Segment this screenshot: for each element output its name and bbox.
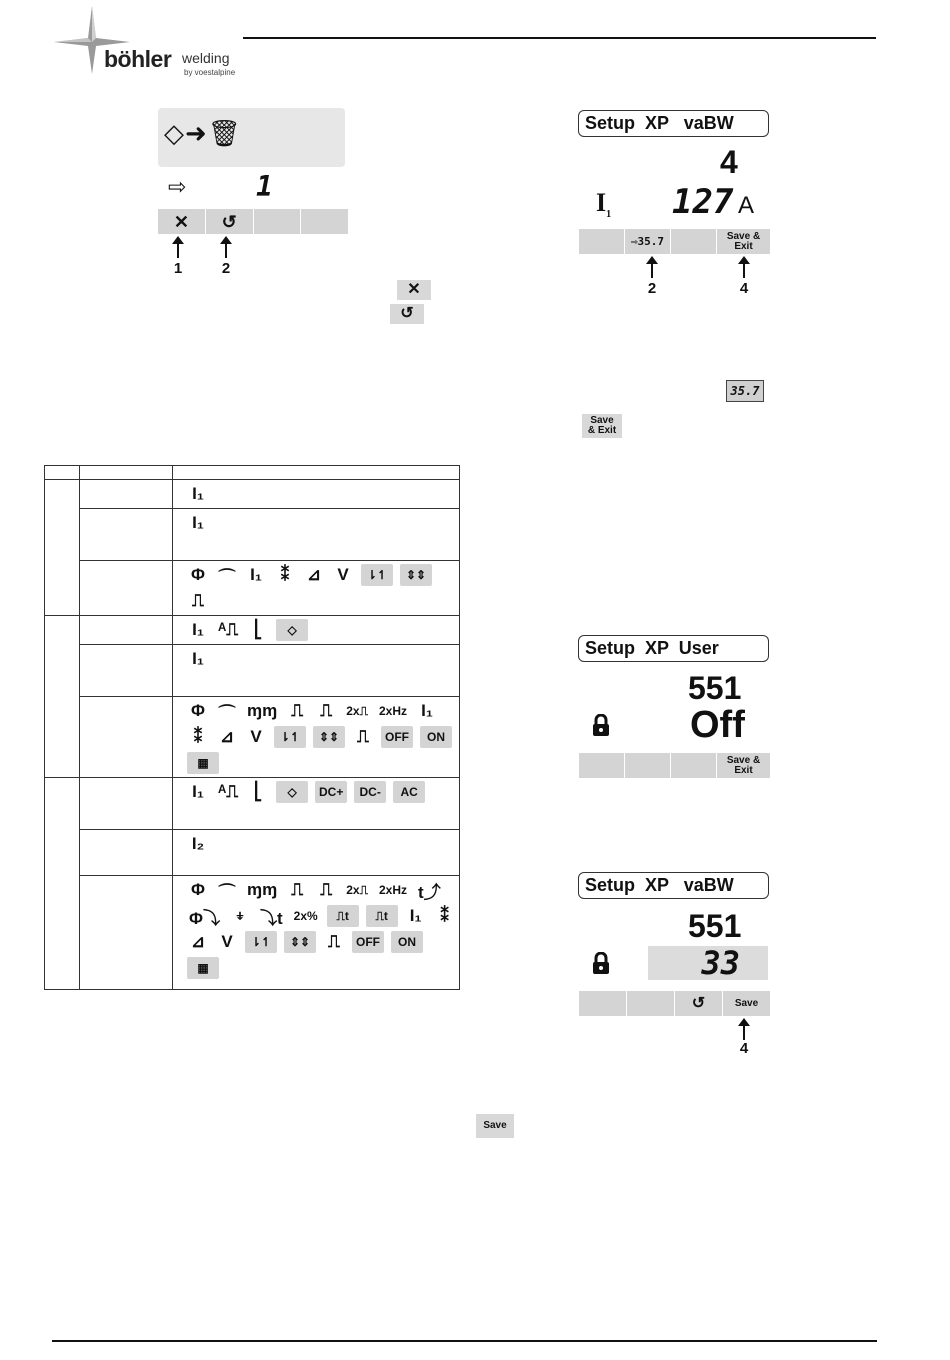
parameter-icon: V [221,932,233,951]
parameter-icon: ɱɱ [247,880,278,899]
parameter-icon: ⎍ [357,727,369,746]
parameter-icon: ⎍ [192,591,204,610]
parameter-icon: ⎍ [320,701,333,720]
softkey-r2-3[interactable] [670,752,716,778]
parameter-icon: ◇ [276,781,308,803]
parameter-icon: I₁ [192,782,204,801]
parameter-icon: ⎍t [327,905,359,927]
callout-r1-2: 2 [647,280,657,297]
parameter-icon: ⇕⇕ [400,564,432,586]
softkey-r2-save-exit[interactable]: Save & Exit [716,752,770,778]
parameter-icon: ⇂↿ [274,726,306,748]
inline-undo-icon: ↺ [390,304,424,324]
parameter-icon: ⎍t [366,905,398,927]
arrow-head-icon [220,236,232,244]
parameter-icon: V [337,565,349,584]
parameter-icon: 2x% [293,909,318,923]
parameter-icon: ⁑ [440,906,449,925]
icon-list [173,480,459,508]
inline-save-icon: Save [476,1114,514,1138]
parameter-icon: ⎣ [253,782,263,801]
panel-r2-param-number: 551 [688,670,742,706]
parameter-icon: ⇕⇕ [313,726,345,748]
parameter-icon: Φ [191,701,205,720]
table-header-row [45,466,460,480]
parameter-icon: ᴬ⎍ [218,782,239,801]
footer-rule [52,1340,877,1342]
table-row [45,830,460,876]
panel-r1-value: 127 [672,182,734,222]
softkey-r3-2[interactable] [626,990,674,1016]
parameter-icon: ⍖ [234,906,246,925]
parameter-icon: ⎍ [320,880,333,899]
value-row-icon: ⇨ [168,174,187,199]
parameter-icon: Φ [191,565,205,584]
softkey-r3-undo[interactable]: ↺ [674,990,722,1016]
parameter-icon: ⊿ [190,932,206,951]
panel-r1-unit: A [738,192,755,219]
parameter-icon: ◇ [276,619,308,641]
softkey-4[interactable] [300,208,348,234]
parameter-icon: ▦ [187,957,219,979]
parameter-icon: DC+ [315,781,347,803]
parameter-icon: ⇂↿ [361,564,393,586]
parameter-icon: 2x⎍ [346,703,368,718]
parameter-icon: AC [393,781,425,803]
parameter-icon: ⌒ [218,882,236,902]
left-value: 1 [256,170,273,203]
panel-r1-title: Setup XP vaBW [578,110,769,137]
table-row [45,561,460,616]
parameter-icon: ⎍ [291,880,304,899]
panel-r3-value-highlight[interactable] [648,946,768,980]
softkey-undo[interactable] [205,208,253,234]
table-row [45,616,460,645]
parameter-icon: I₁ [192,513,204,532]
table-row [45,697,460,778]
parameter-icon: ⌒ [218,567,236,587]
arrow-head-icon [738,1018,750,1026]
left-lcd-top [158,108,345,167]
parameter-icon: I₁ [421,701,433,720]
parameter-icon: 2xHz [378,883,407,897]
callout-1: 1 [173,260,183,277]
arrow-head-icon [172,236,184,244]
callout-r1-4: 4 [739,280,749,297]
parameter-icon: t⤴ [418,882,441,902]
lock-icon [592,952,610,974]
parameter-icon: ⎣ [253,620,263,639]
parameter-icon: ⁑ [280,565,290,584]
parameter-icon: I₁ [192,484,204,503]
icon-list [173,645,459,673]
softkey-r1-save-exit[interactable]: Save & Exit [716,228,770,254]
parameter-icon: ⎍ [328,932,340,951]
parameter-icon: I₁ [250,565,262,584]
callout-arrow [743,262,745,278]
icon-list [173,830,459,858]
callout-arrow [225,242,227,258]
parameter-icon: I₁ [409,906,422,925]
parameter-icon: ⊿ [306,565,322,584]
table-row [45,509,460,561]
parameter-icon: ᴬ⎍ [218,620,239,639]
softkey-r1-1[interactable] [579,228,624,254]
softkey-r3-save[interactable]: Save [722,990,770,1016]
parameter-icon: ⎍ [291,701,304,720]
delete-program-icon: ◇➜🗑 [164,118,242,148]
callout-r3-4: 4 [739,1040,749,1057]
parameter-icon: I₂ [191,834,205,853]
brand-logo [52,2,242,76]
panel-r3-title: Setup XP vaBW [578,872,769,899]
panel-r2-value: Off [690,704,745,746]
softkey-cancel[interactable] [158,208,205,234]
callout-arrow [651,262,653,278]
parameter-icon: ON [420,726,452,748]
group-cell [45,616,80,778]
table-row [45,645,460,697]
left-softkey-row [158,208,348,234]
softkey-r2-1[interactable] [579,752,624,778]
undo-icon: ↺ [221,211,237,232]
panel-r3-softkey-row [579,990,770,1016]
cancel-x-icon: ✕ [173,211,189,232]
arrow-head-icon [738,256,750,264]
table-row [45,778,460,830]
icon-list [173,697,459,777]
panel-r1-current-symbol: $I_1$ [596,188,612,221]
panel-r2-title: Setup XP User [578,635,769,662]
header-rule [243,37,876,39]
parameter-icon: ⁑ [193,727,203,746]
panel-r3-param-number: 551 [688,908,742,944]
icon-list [173,561,459,615]
parameter-icon: V [250,727,262,746]
softkey-r3-1[interactable] [579,990,626,1016]
parameter-icon: 2x⎍ [346,882,368,897]
parameter-table [44,465,460,990]
parameter-icon: ⇕⇕ [284,931,316,953]
softkey-r1-value[interactable]: ⇨35.7 [624,228,670,254]
table-row [45,876,460,990]
icon-list [173,616,459,644]
lock-icon [592,714,610,736]
callout-arrow [177,242,179,258]
parameter-icon: OFF [352,931,384,953]
panel-r2-softkey-row [579,752,770,778]
parameter-icon: DC- [354,781,386,803]
callout-2: 2 [221,260,231,277]
parameter-icon: ▦ [187,752,219,774]
parameter-icon: OFF [381,726,413,748]
parameter-icon: I₁ [192,649,204,668]
panel-r1-param-number: 4 [720,144,738,180]
icon-list [173,509,459,537]
inline-save-exit-icon: Save & Exit [582,414,622,438]
panel-r1-softkey-row [579,228,770,254]
parameter-icon: ⇂↿ [245,931,277,953]
panel-r3-value: 33 [701,944,740,982]
parameter-icon: ɱɱ [247,701,278,720]
parameter-icon: ON [391,931,423,953]
parameter-icon: Φ [191,880,205,899]
parameter-icon: ⌒ [218,703,236,723]
softkey-r1-3[interactable] [670,228,716,254]
softkey-r2-2[interactable] [624,752,670,778]
inline-value-box: 35.7 [726,380,764,402]
parameter-icon: ⊿ [219,727,235,746]
parameter-icon: I₁ [192,620,204,639]
softkey-3[interactable] [253,208,301,234]
icon-list [173,778,459,806]
brand-suffix: welding [182,50,230,66]
brand-tagline: by voestalpine [184,68,236,77]
icon-list [173,876,459,982]
group-cell [45,778,80,990]
group-cell [45,480,80,616]
arrow-head-icon [646,256,658,264]
parameter-icon: 2xHz [378,704,407,718]
parameter-icon: Φ⤵ [189,908,220,928]
table-row [45,480,460,509]
parameter-icon: ⤵t [259,908,283,928]
callout-arrow [743,1024,745,1040]
inline-cancel-icon: ✕ [397,280,431,300]
brand-name: böhler [104,46,172,72]
